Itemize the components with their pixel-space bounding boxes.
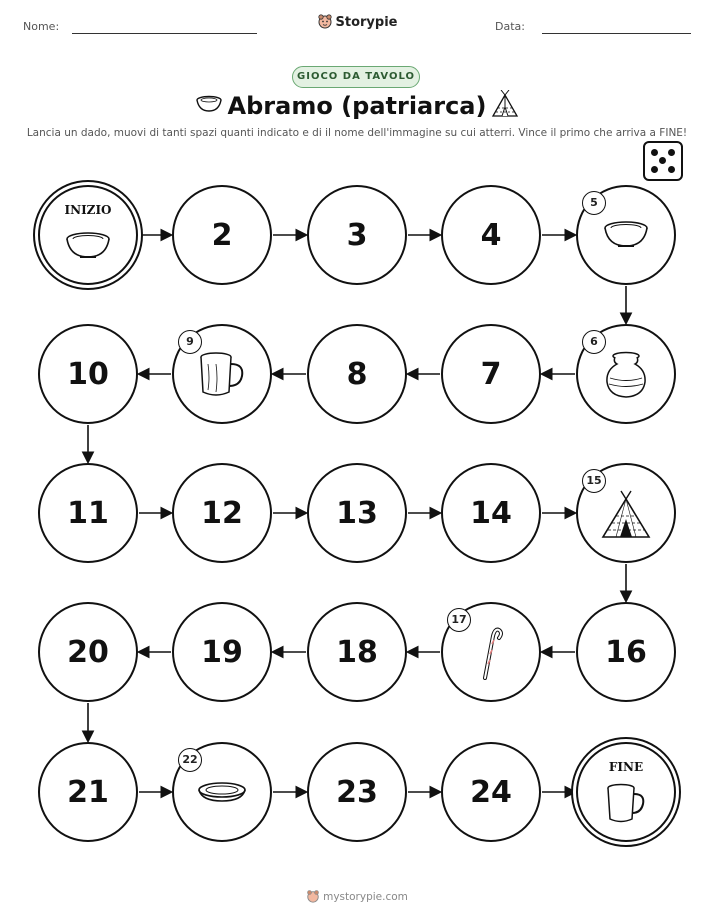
plate-icon: [174, 780, 270, 806]
board-space-21: [38, 742, 138, 842]
board-space-5: [576, 185, 676, 285]
brand-name: Storypie: [335, 15, 398, 30]
start-space: [38, 185, 138, 285]
space-number: 19: [201, 634, 243, 670]
board-space-7: [441, 324, 541, 424]
board-space-8: [307, 324, 407, 424]
bowl-icon: [40, 231, 136, 261]
instructions: Lancia un dado, muovi di tanti spazi quanti indicato e di il nome dell'immagine su cui atterri. Vince il primo che arriva a FINE!: [26, 127, 688, 139]
space-number-badge: 15: [582, 469, 606, 493]
space-number: 7: [480, 356, 502, 392]
space-number-badge: 6: [582, 330, 606, 354]
space-number-badge: 17: [447, 608, 471, 632]
pot-icon: [578, 350, 674, 400]
board-space-11: [38, 463, 138, 563]
name-label: Nome:: [23, 20, 60, 33]
board-space-9: [172, 324, 272, 424]
space-number: 11: [67, 495, 109, 531]
staff-icon: [443, 626, 539, 682]
space-number: 21: [67, 774, 109, 810]
board-space-12: [172, 463, 272, 563]
storypie-logo-icon: [306, 889, 320, 903]
space-number: 20: [67, 634, 109, 670]
board-space-15: [576, 463, 676, 563]
space-number: 23: [336, 774, 378, 810]
board-space-13: [307, 463, 407, 563]
board-space-17: [441, 602, 541, 702]
board-space-4: [441, 185, 541, 285]
space-number: 4: [480, 217, 502, 253]
space-number: 3: [346, 217, 368, 253]
date-label: Data:: [495, 20, 525, 33]
board-space-22: [172, 742, 272, 842]
footer: [0, 889, 714, 903]
space-number: 10: [67, 356, 109, 392]
board-space-10: [38, 324, 138, 424]
board-space-6: [576, 324, 676, 424]
mug-icon: [174, 350, 270, 400]
space-number: 24: [470, 774, 512, 810]
board-space-18: [307, 602, 407, 702]
tent-icon: [578, 489, 674, 541]
space-caption: FINE: [608, 760, 644, 774]
space-number: 8: [346, 356, 368, 392]
board-space-24: [441, 742, 541, 842]
space-number: 2: [211, 217, 233, 253]
space-number-badge: 5: [582, 191, 606, 215]
footer-url: mystorypie.com: [323, 891, 408, 903]
board-space-19: [172, 602, 272, 702]
page-title: Abramo (patriarca): [227, 92, 487, 120]
space-caption: INIZIO: [64, 203, 112, 217]
space-number: 14: [470, 495, 512, 531]
board-space-20: [38, 602, 138, 702]
cup-icon: [578, 782, 674, 826]
board-space-14: [441, 463, 541, 563]
board-space-3: [307, 185, 407, 285]
board-space-23: [307, 742, 407, 842]
game-type-badge: GIOCO DA TAVOLO: [292, 66, 420, 88]
space-number: 13: [336, 495, 378, 531]
space-number-badge: 9: [178, 330, 202, 354]
space-number: 16: [605, 634, 647, 670]
finish-space: [576, 742, 676, 842]
bowl-icon: [578, 220, 674, 250]
board-space-2: [172, 185, 272, 285]
space-number: 12: [201, 495, 243, 531]
space-number: 18: [336, 634, 378, 670]
board-space-16: [576, 602, 676, 702]
space-number-badge: 22: [178, 748, 202, 772]
